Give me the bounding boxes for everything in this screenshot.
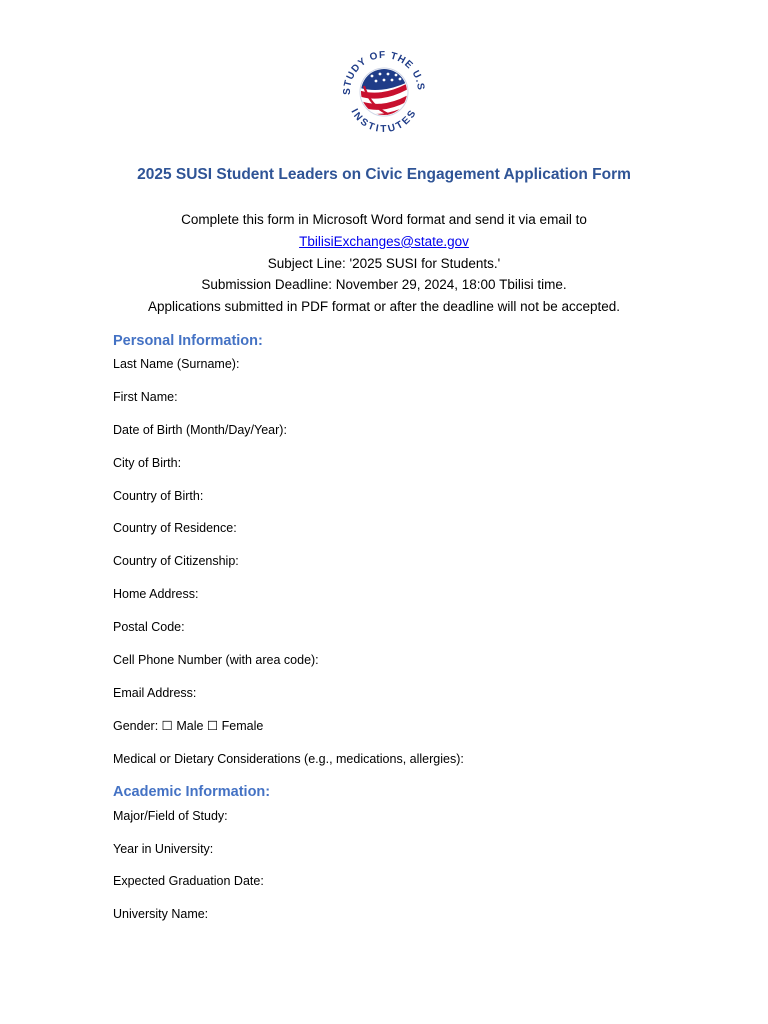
gender-male-label: Male — [176, 719, 204, 733]
submission-email-link[interactable]: TbilisiExchanges@state.gov — [299, 233, 469, 249]
instructions-subject-line: Subject Line: '2025 SUSI for Students.' — [267, 255, 501, 271]
gender-female-checkbox[interactable]: ☐ — [206, 719, 219, 733]
gender-label: Gender: — [113, 719, 159, 733]
gender-male-checkbox[interactable]: ☐ — [161, 719, 173, 733]
instructions-line-1: Complete this form in Microsoft Word format and send it via email to — [181, 212, 587, 227]
year-in-university-field[interactable]: Year in University: — [113, 842, 214, 856]
personal-info-heading: Personal Information: — [113, 333, 263, 349]
graduation-date-field[interactable]: Expected Graduation Date: — [113, 874, 264, 888]
date-of-birth-field[interactable]: Date of Birth (Month/Day/Year): — [113, 423, 287, 437]
svg-text:STUDY OF THE U.S.: STUDY OF THE U.S — [341, 49, 427, 96]
first-name-field[interactable]: First Name: — [113, 390, 178, 404]
instructions-deadline: Submission Deadline: November 29, 2024, 18:00 Tbilisi time. — [201, 277, 567, 293]
gender-row — [113, 718, 263, 734]
academic-info-heading: Academic Information: — [113, 784, 271, 800]
form-title: 2025 SUSI Student Leaders on Civic Engagement Application Form — [137, 166, 631, 183]
instructions-format-note: Applications submitted in PDF format or after the deadline will not be accepted. — [148, 299, 620, 315]
postal-code-field[interactable]: Postal Code: — [113, 620, 185, 634]
cell-phone-field[interactable]: Cell Phone Number (with area code): — [113, 653, 319, 667]
home-address-field[interactable]: Home Address: — [113, 587, 199, 601]
email-address-field[interactable]: Email Address: — [113, 686, 197, 700]
svg-text:INSTITUTES: INSTITUTES — [348, 106, 420, 136]
last-name-field[interactable]: Last Name (Surname): — [113, 357, 240, 371]
instructions-email-line — [0, 231, 768, 253]
gender-female-label: Female — [221, 719, 264, 733]
susi-logo — [338, 46, 430, 138]
instructions — [0, 209, 768, 318]
medical-dietary-field[interactable]: Medical or Dietary Considerations (e.g., medications, allergies): — [113, 752, 464, 766]
major-field[interactable]: Major/Field of Study: — [113, 809, 228, 823]
city-of-birth-field[interactable]: City of Birth: — [113, 456, 182, 470]
susi-seal-graphic — [338, 46, 430, 138]
country-of-citizenship-field[interactable]: Country of Citizenship: — [113, 554, 239, 568]
country-of-birth-field[interactable]: Country of Birth: — [113, 489, 204, 503]
country-of-residence-field[interactable]: Country of Residence: — [113, 521, 237, 535]
university-name-field[interactable]: University Name: — [113, 907, 209, 921]
